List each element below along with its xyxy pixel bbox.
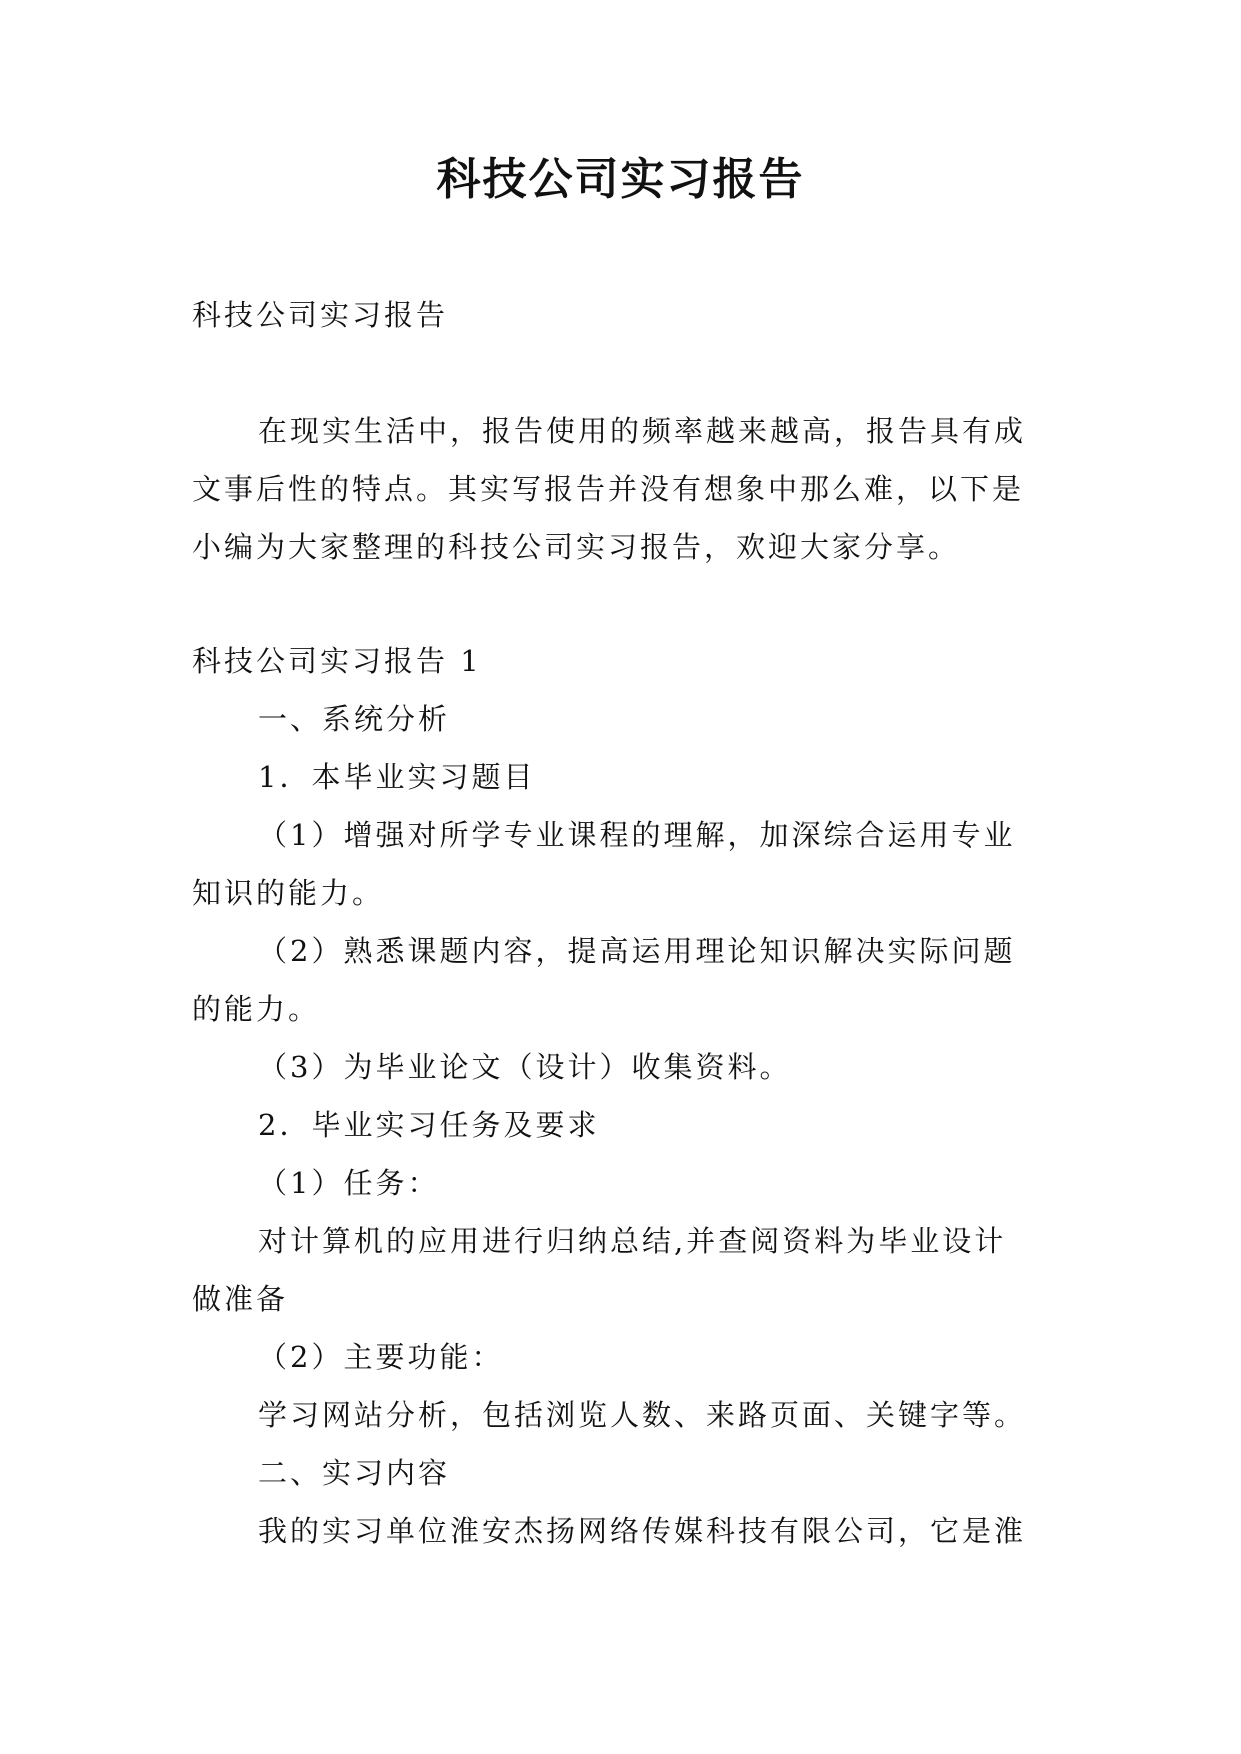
document-title: 科技公司实习报告 — [436, 154, 805, 205]
body-line: 2．毕业实习任务及要求 — [258, 1108, 600, 1142]
body-line: 的能力。 — [192, 992, 321, 1026]
section-heading: 科技公司实习报告 1 — [192, 644, 482, 678]
body-line: 我的实习单位淮安杰扬网络传媒科技有限公司，它是淮 — [258, 1514, 1027, 1548]
document-content — [192, 286, 1052, 1560]
body-line: 二、实习内容 — [258, 1456, 451, 1490]
intro-line: 小编为大家整理的科技公司实习报告，欢迎大家分享。 — [192, 530, 961, 564]
intro-line: 文事后性的特点。其实写报告并没有想象中那么难，以下是 — [192, 472, 1025, 506]
intro-line: 在现实生活中，报告使用的频率越来越高，报告具有成 — [258, 414, 1027, 448]
body-line: （2）熟悉课题内容，提高运用理论知识解决实际问题 — [258, 934, 1016, 968]
body-line: 学习网站分析，包括浏览人数、来路页面、关键字等。 — [258, 1398, 1027, 1432]
body-line: （1）增强对所学专业课程的理解，加深综合运用专业 — [258, 818, 1016, 852]
intro-paragraph — [192, 402, 1052, 576]
body-line: （2）主要功能： — [258, 1340, 504, 1374]
section-body — [192, 690, 1052, 1560]
body-line: （1）任务： — [258, 1166, 440, 1200]
document-subtitle: 科技公司实习报告 — [192, 298, 449, 332]
body-line: 做准备 — [192, 1282, 289, 1316]
body-line: 知识的能力。 — [192, 876, 385, 910]
body-line: 一、系统分析 — [258, 702, 451, 736]
body-line: （3）为毕业论文（设计）收集资料。 — [258, 1050, 792, 1084]
body-line: 1．本毕业实习题目 — [258, 760, 536, 794]
body-line: 对计算机的应用进行归纳总结,并查阅资料为毕业设计 — [258, 1224, 1007, 1258]
